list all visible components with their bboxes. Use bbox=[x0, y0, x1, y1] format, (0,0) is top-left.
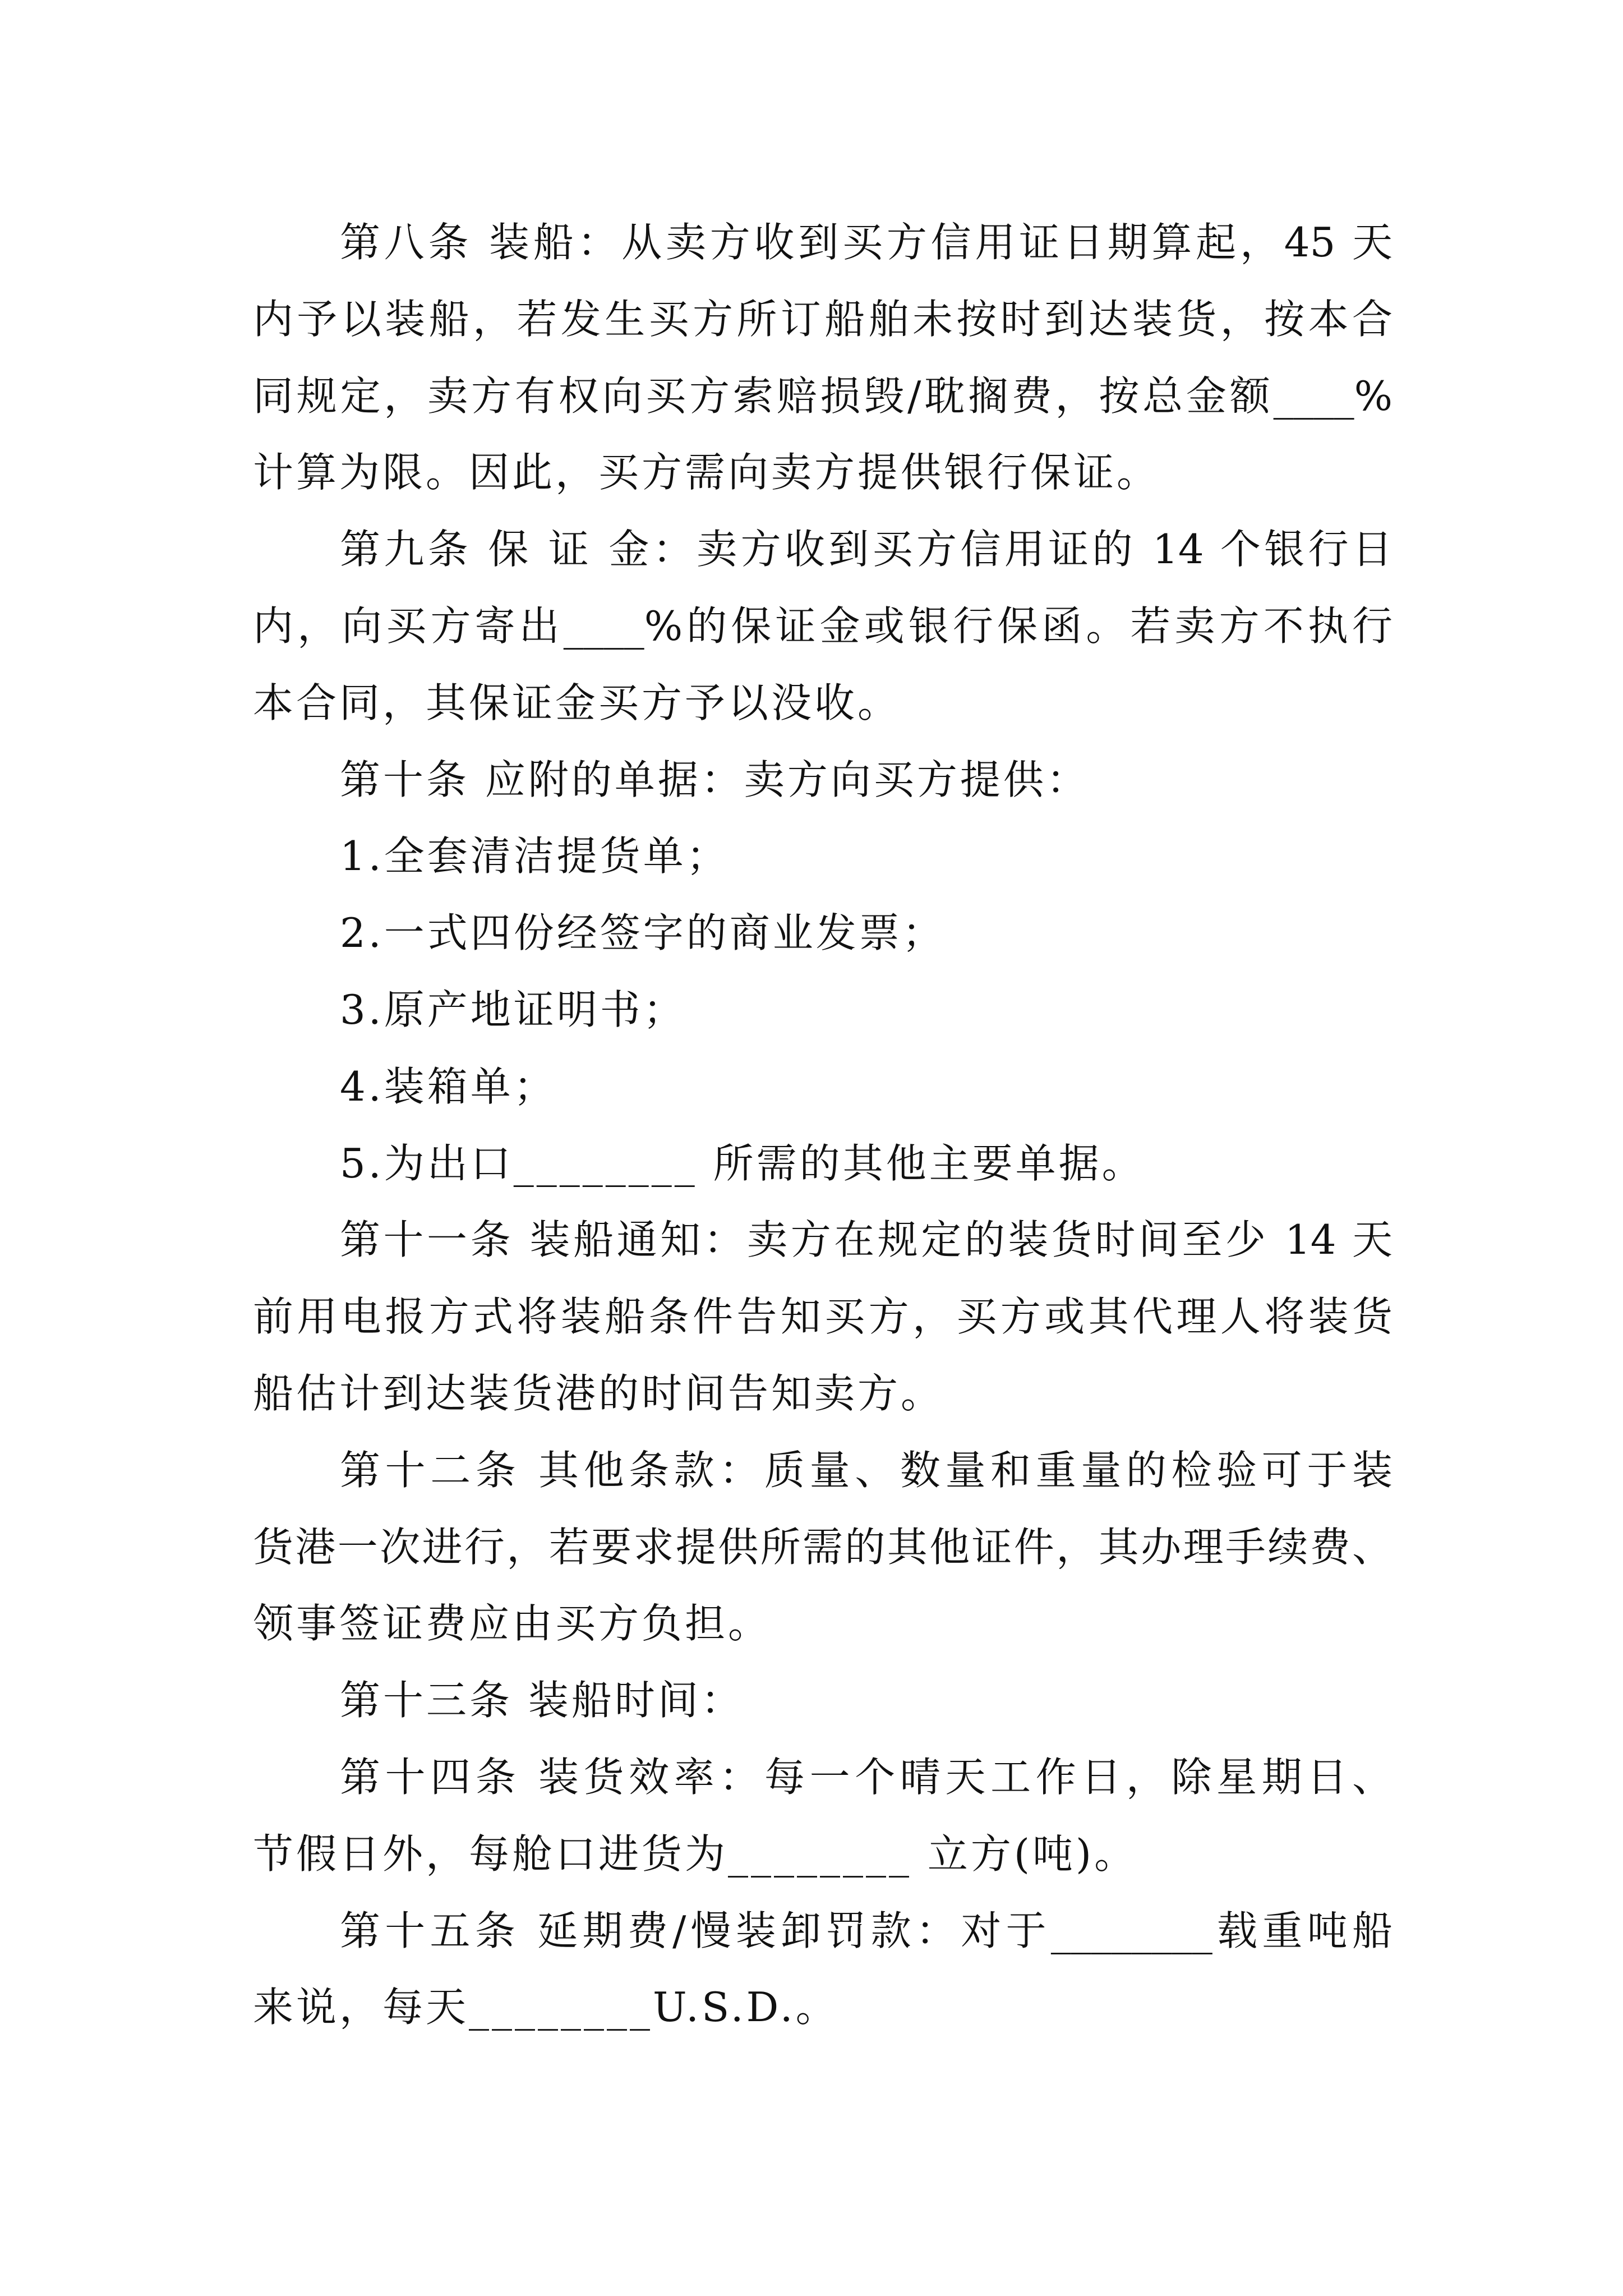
text-line: 2.一式四份经签字的商业发票； bbox=[340, 909, 946, 957]
text-line: 前用电报方式将装船条件告知买方，买方或其代理人将装货 bbox=[253, 1293, 1393, 1341]
text-line: 来说，每天________U.S.D.。 bbox=[253, 1984, 839, 2031]
text-line: 内予以装船，若发生买方所订船舶未按时到达装货，按本合 bbox=[253, 295, 1393, 343]
text-line: 第十五条 延期费/慢装卸罚款：对于________载重吨船 bbox=[340, 1907, 1393, 1954]
text-line: 3.原产地证明书； bbox=[340, 986, 686, 1033]
text-line: 第九条 保 证 金：卖方收到买方信用证的 14 个银行日 bbox=[340, 526, 1393, 573]
text-line: 第十三条 装船时间： bbox=[340, 1677, 744, 1724]
list-item bbox=[253, 1125, 1393, 1202]
paragraph-article-13 bbox=[253, 1662, 1393, 1739]
paragraph-article-10 bbox=[253, 742, 1393, 818]
list-item bbox=[253, 1048, 1393, 1125]
text-line: 内，向买方寄出____%的保证金或银行保函。若卖方不执行 bbox=[253, 602, 1393, 650]
paragraph-article-15 bbox=[253, 1893, 1393, 2046]
text-line: 本合同，其保证金买方予以没收。 bbox=[253, 679, 901, 726]
text-line: 第十条 应附的单据：卖方向买方提供： bbox=[340, 756, 1090, 803]
document-body bbox=[253, 204, 1393, 2046]
text-line: 5.为出口________ 所需的其他主要单据。 bbox=[340, 1139, 1145, 1187]
text-line: 4.装箱单； bbox=[340, 1062, 557, 1110]
text-line: 计算为限。因此，买方需向卖方提供银行保证。 bbox=[253, 449, 1160, 496]
paragraph-article-12 bbox=[253, 1432, 1393, 1662]
text-line: 货港一次进行，若要求提供所需的其他证件，其办理手续费、 bbox=[253, 1523, 1393, 1571]
paragraph-article-9 bbox=[253, 511, 1393, 741]
paragraph-article-8 bbox=[253, 204, 1393, 511]
list-item bbox=[253, 895, 1393, 972]
text-line: 1.全套清洁提货单； bbox=[340, 832, 730, 880]
text-line: 第十二条 其他条款：质量、数量和重量的检验可于装 bbox=[340, 1446, 1393, 1494]
paragraph-article-14 bbox=[253, 1739, 1393, 1893]
text-line: 船估计到达装货港的时间告知卖方。 bbox=[253, 1369, 944, 1417]
text-line: 第十四条 装货效率：每一个晴天工作日，除星期日、 bbox=[340, 1753, 1393, 1801]
paragraph-article-11 bbox=[253, 1202, 1393, 1432]
text-line: 领事签证费应由买方负担。 bbox=[253, 1600, 772, 1648]
text-line: 第八条 装船：从卖方收到买方信用证日期算起，45 天 bbox=[340, 219, 1393, 266]
list-item bbox=[253, 972, 1393, 1048]
text-line: 同规定，卖方有权向买方索赔损毁/耽搁费，按总金额____% bbox=[253, 372, 1393, 420]
text-line: 节假日外，每舱口进货为________ 立方(吨)。 bbox=[253, 1830, 1138, 1878]
text-line: 第十一条 装船通知：卖方在规定的装货时间至少 14 天 bbox=[340, 1216, 1393, 1264]
list-item bbox=[253, 818, 1393, 895]
